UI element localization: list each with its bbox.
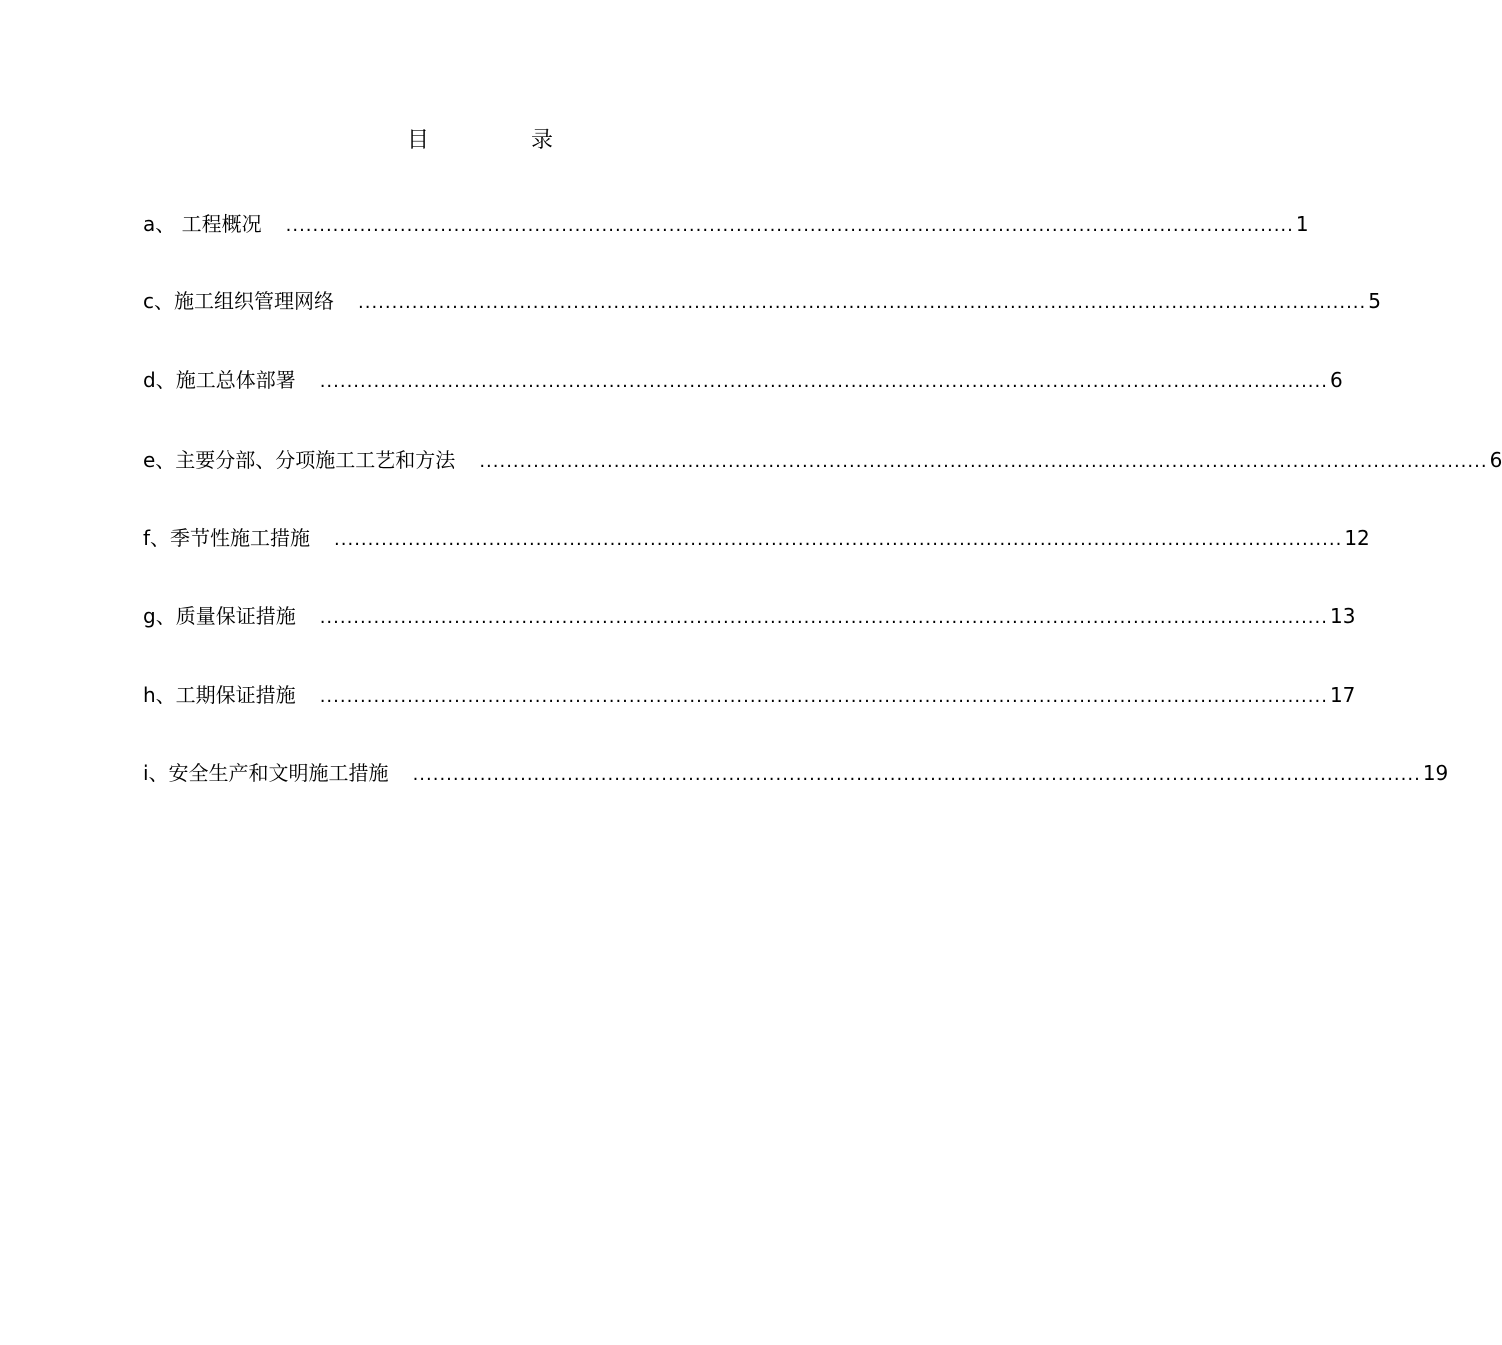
toc-title: 目 录 (406, 128, 593, 153)
toc-entry-label: d、施工总体部署 (143, 368, 296, 392)
toc-entry-page: 13 (1329, 604, 1356, 628)
toc-entry[interactable] (143, 365, 1343, 395)
toc-entry[interactable] (143, 680, 1356, 710)
toc-leader-dots: ...................................................................................................................................................... (319, 371, 1328, 392)
toc-leader-dots: ...................................................................................................................................................... (285, 215, 1294, 236)
toc-entry-label: h、工期保证措施 (143, 683, 296, 707)
toc-entry-label: g、质量保证措施 (143, 604, 296, 628)
toc-entry-page: 5 (1368, 289, 1381, 313)
toc-leader-dots: ...................................................................................................................................................... (319, 686, 1328, 707)
toc-leader-dots: ...................................................................................................................................................... (412, 764, 1421, 785)
toc-entry[interactable] (143, 286, 1381, 316)
toc-entry-page: 6 (1329, 368, 1343, 392)
toc-entry-page: 12 (1344, 526, 1370, 550)
toc-entry-page: 1 (1295, 212, 1309, 236)
toc-entry[interactable] (143, 209, 1309, 239)
toc-entry[interactable] (143, 445, 1502, 475)
toc-entry[interactable] (143, 601, 1356, 631)
toc-entry-label: e、主要分部、分项施工工艺和方法 (143, 448, 456, 472)
toc-leader-dots: ...................................................................................................................................................... (319, 607, 1328, 628)
toc-entry-label: i、安全生产和文明施工措施 (143, 761, 389, 785)
toc-entry-page: 19 (1422, 761, 1449, 785)
toc-entry-label: a、 工程概况 (143, 212, 262, 236)
toc-leader-dots: ...................................................................................................................................................... (334, 529, 1343, 550)
toc-entry-page: 6 (1489, 448, 1502, 472)
toc-entry-label: f、季节性施工措施 (143, 526, 311, 550)
toc-entry[interactable] (143, 523, 1370, 553)
toc-entry[interactable] (143, 758, 1449, 788)
toc-entry-page: 17 (1329, 683, 1356, 707)
toc-entry-label: c、施工组织管理网络 (143, 289, 334, 313)
toc-leader-dots: ...................................................................................................................................................... (358, 292, 1367, 313)
toc-leader-dots: ...................................................................................................................................................... (479, 451, 1488, 472)
